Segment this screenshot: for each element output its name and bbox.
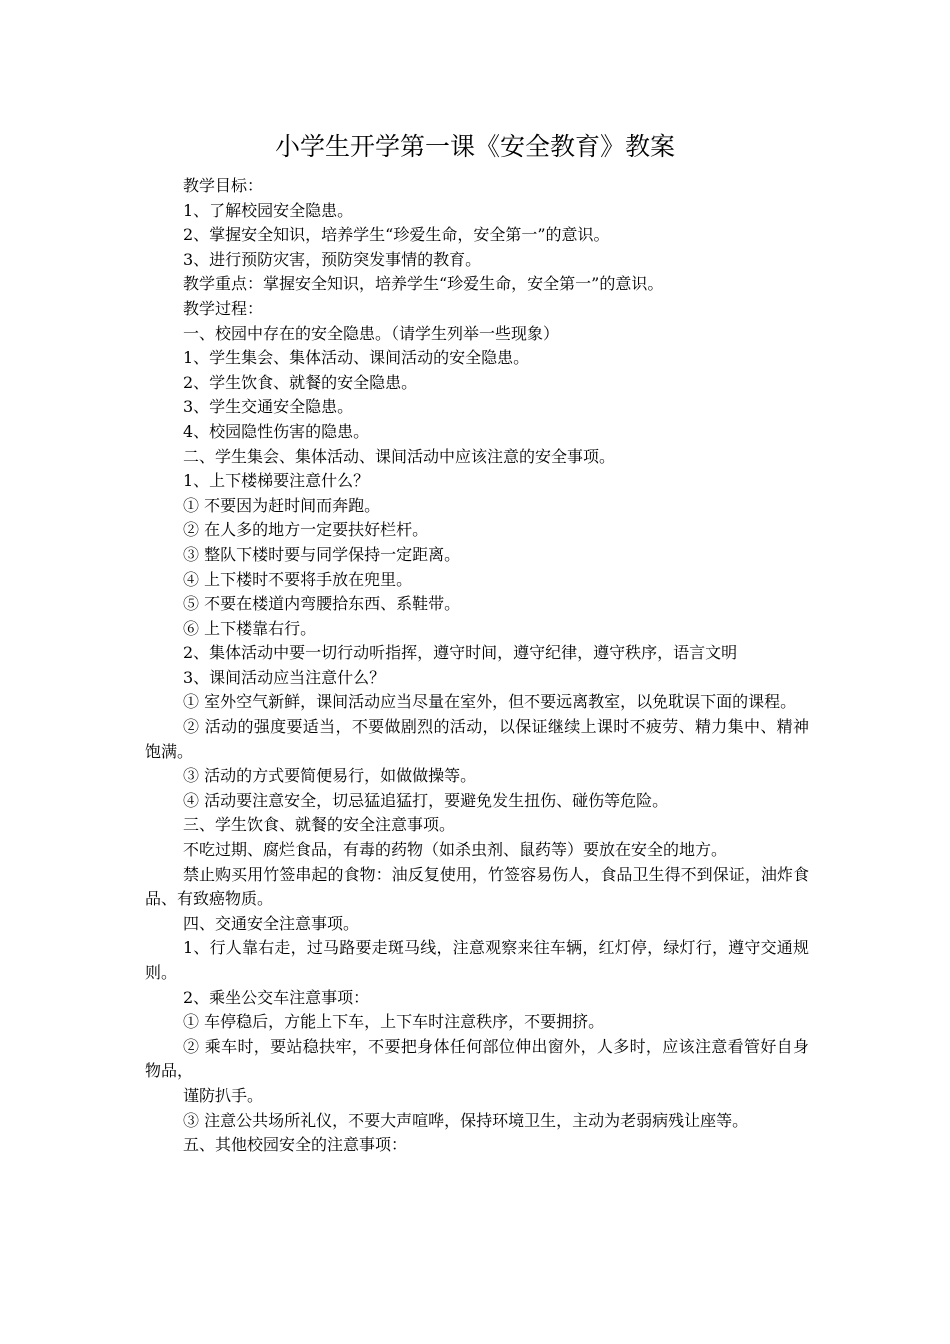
paragraph: 2、掌握安全知识，培养学生“珍爱生命，安全第一”的意识。 bbox=[183, 225, 610, 245]
paragraph: 谨防扒手。 bbox=[183, 1085, 264, 1105]
document-body bbox=[145, 174, 809, 1158]
paragraph: 不吃过期、腐烂食品，有毒的药物（如杀虫剂、鼠药等）要放在安全的地方。 bbox=[183, 840, 728, 860]
paragraph: 四、交通安全注意事项。 bbox=[183, 913, 360, 933]
paragraph: 教学过程： bbox=[183, 298, 264, 318]
paragraph: ③ 整队下楼时要与同学保持一定距离。 bbox=[183, 544, 461, 564]
paragraph: 二、学生集会、集体活动、课间活动中应该注意的安全事项。 bbox=[183, 446, 616, 466]
paragraph: ② 乘车时，要站稳扶牢，不要把身体任何部位伸出窗外，人多时，应该注意看管好自身物品， bbox=[145, 1036, 809, 1081]
paragraph: 一、校园中存在的安全隐患。（请学生列举一些现象） bbox=[183, 323, 560, 343]
document-title: 小学生开学第一课《安全教育》教案 bbox=[274, 132, 675, 161]
paragraph: ② 在人多的地方一定要扶好栏杆。 bbox=[183, 520, 429, 540]
paragraph: ① 室外空气新鲜，课间活动应当尽量在室外，但不要远离教室，以免耽误下面的课程。 bbox=[183, 692, 797, 712]
paragraph: 2、学生饮食、就餐的安全隐患。 bbox=[183, 372, 418, 392]
paragraph: 3、进行预防灾害，预防突发事情的教育。 bbox=[183, 249, 482, 269]
paragraph: ② 活动的强度要适当，不要做剧烈的活动，以保证继续上课时不疲劳、精力集中、精神饱满。 bbox=[145, 717, 809, 761]
paragraph: 五、其他校园安全的注意事项： bbox=[183, 1135, 408, 1155]
paragraph: 3、学生交通安全隐患。 bbox=[183, 397, 354, 417]
paragraph: 教学目标： bbox=[183, 176, 264, 195]
paragraph: ⑥ 上下楼靠右行。 bbox=[183, 618, 317, 638]
paragraph: 2、集体活动中要一切行动听指挥，遵守时间，遵守纪律，遵守秩序，语言文明 bbox=[183, 643, 738, 663]
paragraph: 教学重点：掌握安全知识，培养学生“珍爱生命，安全第一”的意识。 bbox=[183, 274, 664, 294]
paragraph: 1、了解校园安全隐患。 bbox=[183, 200, 354, 220]
paragraph: 4、校园隐性伤害的隐患。 bbox=[183, 421, 370, 441]
paragraph: ⑤ 不要在楼道内弯腰拾东西、系鞋带。 bbox=[183, 594, 461, 614]
paragraph: 3、课间活动应当注意什么？ bbox=[183, 667, 386, 687]
paragraph: 1、上下楼梯要注意什么？ bbox=[183, 471, 370, 491]
paragraph: ① 车停稳后，方能上下车，上下车时注意秩序，不要拥挤。 bbox=[183, 1012, 605, 1032]
paragraph: ④ 上下楼时不要将手放在兜里。 bbox=[183, 569, 413, 589]
paragraph: 1、学生集会、集体活动、课间活动的安全隐患。 bbox=[183, 348, 530, 368]
paragraph: ③ 注意公共场所礼仪，不要大声喧哗，保持环境卫生，主动为老弱病残让座等。 bbox=[183, 1110, 749, 1130]
paragraph: ③ 活动的方式要简便易行，如做做操等。 bbox=[183, 766, 477, 786]
paragraph: 1、行人靠右走，过马路要走斑马线，注意观察来往车辆，红灯停，绿灯行，遵守交通规则。 bbox=[145, 938, 809, 982]
paragraph: 三、学生饮食、就餐的安全注意事项。 bbox=[183, 815, 456, 835]
paragraph: 2、乘坐公交车注意事项： bbox=[183, 987, 370, 1007]
paragraph: ① 不要因为赶时间而奔跑。 bbox=[183, 495, 381, 515]
paragraph: 禁止购买用竹签串起的食物：油反复使用，竹签容易伤人，食品卫生得不到保证，油炸食品、有致癌物质。 bbox=[145, 864, 809, 909]
paragraph: ④ 活动要注意安全，切忌猛追猛打，要避免发生扭伤、碰伤等危险。 bbox=[183, 790, 669, 810]
